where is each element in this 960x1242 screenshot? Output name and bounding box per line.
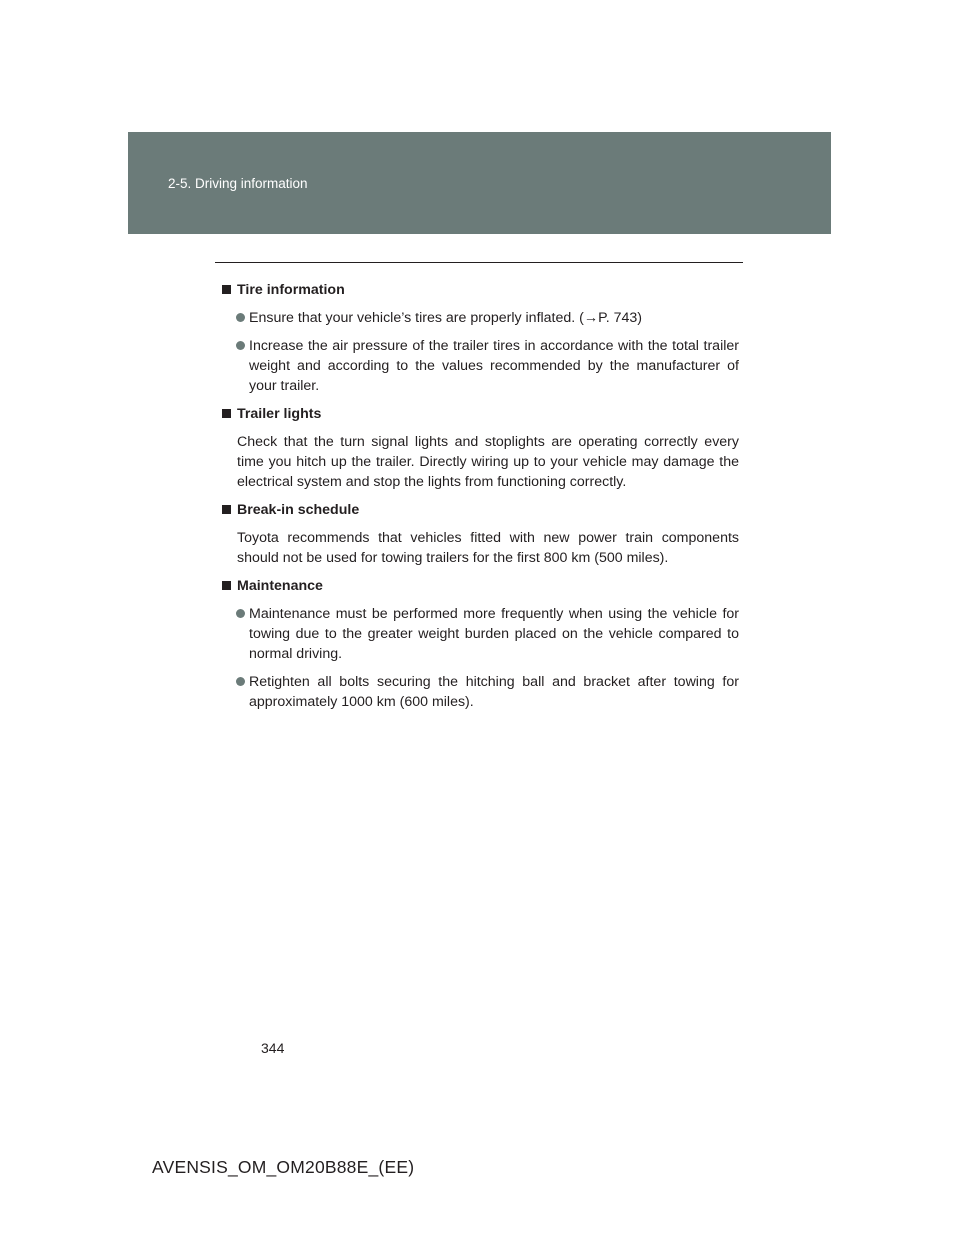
topic-title: Break-in schedule (222, 500, 739, 520)
divider-rule (215, 262, 743, 263)
round-bullet-icon (236, 677, 245, 686)
topic-maintenance (222, 576, 739, 712)
list-item: Maintenance must be performed more frequently when using the vehicle for towing due to the greater weight burden placed on the vehicle compared to normal driving. (222, 604, 739, 664)
round-bullet-icon (236, 341, 245, 350)
round-bullet-icon (236, 609, 245, 618)
topic-trailer-lights (222, 404, 739, 492)
list-item: Retighten all bolts securing the hitching ball and bracket after towing for approximately 1000 km (600 miles). (222, 672, 739, 712)
content (222, 280, 739, 720)
square-bullet-icon (222, 285, 231, 294)
document-id: AVENSIS_OM_OM20B88E_(EE) (152, 1157, 415, 1177)
list-item: Ensure that your vehicle’s tires are properly inflated. (→P. 743) (222, 308, 739, 328)
topic-tire-information (222, 280, 739, 396)
section-label: 2-5. Driving information (168, 176, 308, 191)
list-item: Increase the air pressure of the trailer tires in accordance with the total trailer weight and according to the values recommended by the manufacturer of your trailer. (222, 336, 739, 396)
square-bullet-icon (222, 581, 231, 590)
square-bullet-icon (222, 505, 231, 514)
topic-title: Tire information (222, 280, 739, 300)
header-band (128, 132, 831, 234)
page-number: 344 (261, 1040, 285, 1056)
square-bullet-icon (222, 409, 231, 418)
topic-title: Maintenance (222, 576, 739, 596)
round-bullet-icon (236, 313, 245, 322)
topic-break-in-schedule (222, 500, 739, 568)
topic-title: Trailer lights (222, 404, 739, 424)
paragraph: Toyota recommends that vehicles fitted with new power train components should not be used for towing trailers for the first 800 km (500 miles). (237, 530, 739, 566)
paragraph: Check that the turn signal lights and stoplights are operating correctly every time you hitch up the trailer. Directly wiring up to your vehicle may damage the electrical system and stop the lights from functioning correctly. (237, 434, 739, 490)
